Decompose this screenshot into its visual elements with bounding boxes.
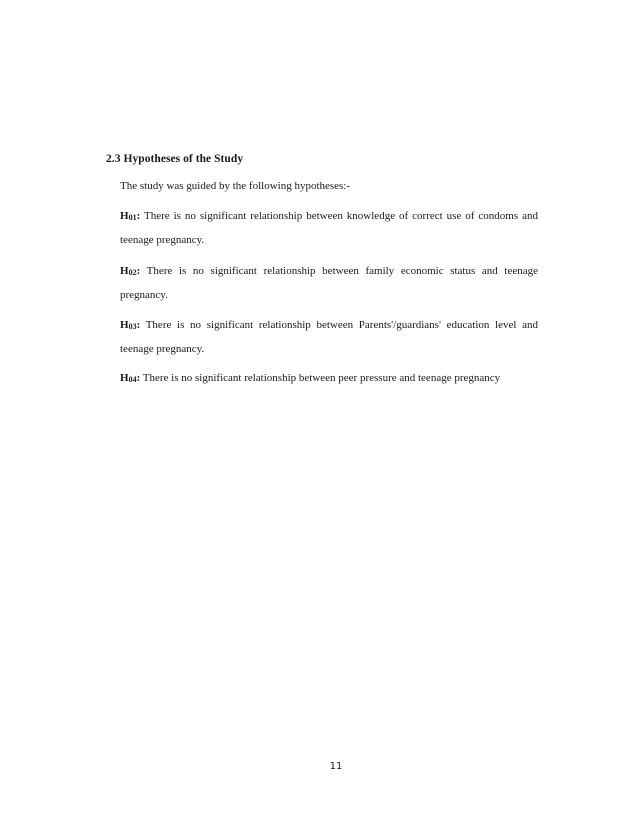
hypothesis-code: $H_{04}$: <box>120 372 141 384</box>
hypothesis-h01 <box>120 205 538 251</box>
hypothesis-code: $H_{01}$: <box>120 210 141 222</box>
hypothesis-code: $H_{03}$: <box>120 319 141 331</box>
page-number: 11 <box>329 761 343 772</box>
hypothesis-text: There is no significant relationship between Parents'/guardians' education level and teenage pregnancy. <box>120 319 538 355</box>
hypothesis-text: There is no significant relationship between family economic status and teenage pregnancy. <box>120 265 538 301</box>
section-heading: 2.3 Hypotheses of the Study <box>106 153 244 165</box>
section-intro: The study was guided by the following hypotheses:- <box>120 180 351 192</box>
hypothesis-text: There is no significant relationship between knowledge of correct use of condoms and teenage pregnancy. <box>120 210 538 246</box>
hypothesis-h02 <box>120 260 538 306</box>
hypothesis-h04 <box>120 367 538 391</box>
hypothesis-text: There is no significant relationship between peer pressure and teenage pregnancy <box>140 372 501 384</box>
hypothesis-h03 <box>120 314 538 360</box>
hypothesis-code: $H_{02}$: <box>120 265 141 277</box>
